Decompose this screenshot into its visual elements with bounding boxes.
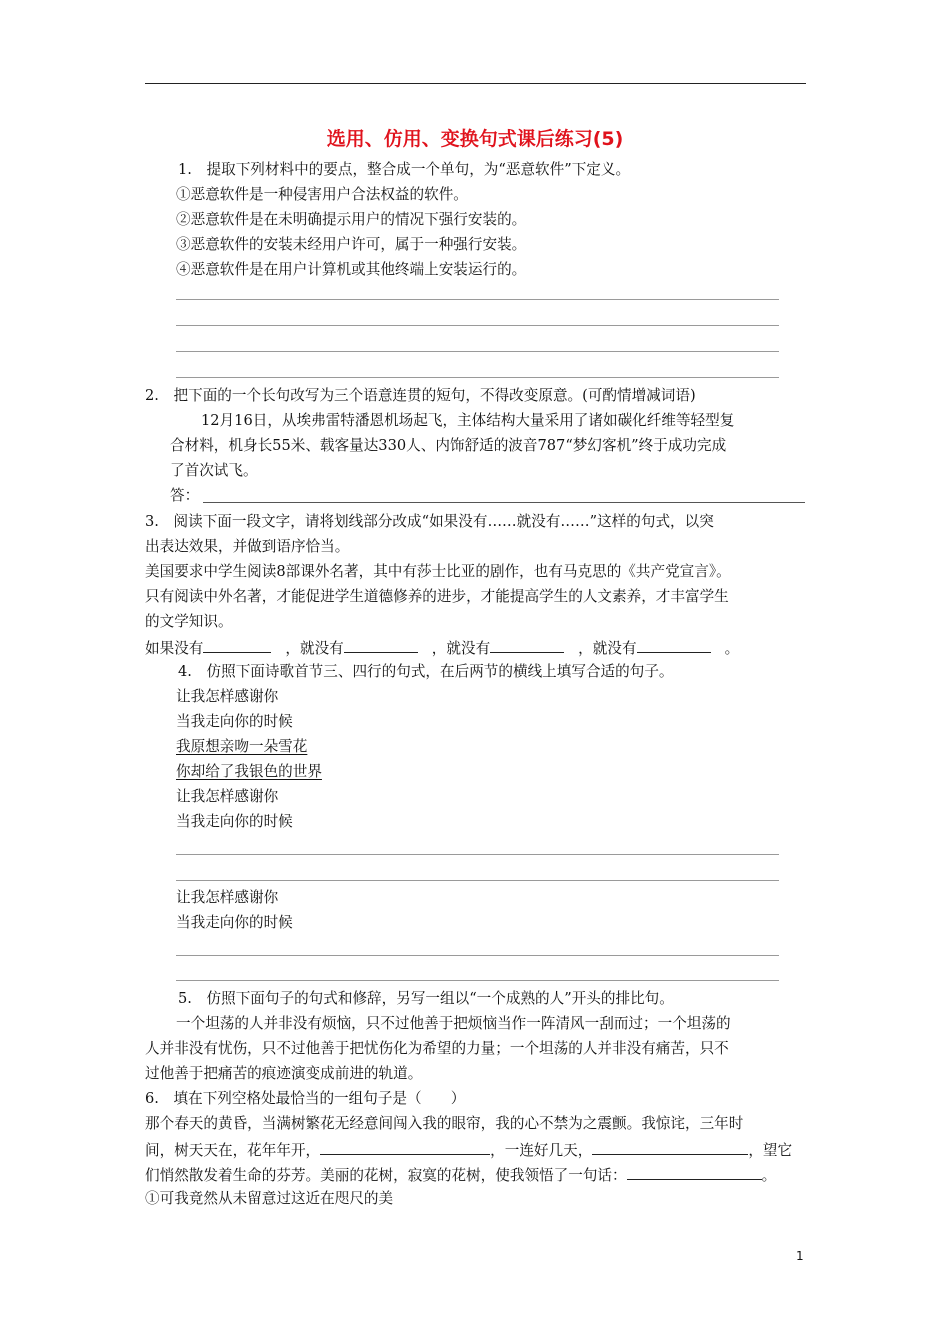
fill-text: ，就没有 [285, 640, 344, 657]
answer-line[interactable] [176, 955, 779, 956]
poem-line: 让我怎样感谢你 [176, 889, 279, 906]
fill-text: 们悄然散发着生命的芬芳。美丽的花树，寂寞的花树，使我领悟了一句话： [145, 1167, 627, 1184]
q1-stem: 1. 提取下列材料中的要点，整合成一个单句，为“恶意软件”下定义。 [178, 161, 631, 178]
fill-text: ，一连好几天， [490, 1142, 593, 1159]
q6-passage-line: 那个春天的黄昏，当满树繁花无经意间闯入我的眼帘，我的心不禁为之震颤。我惊诧，三年时 [145, 1115, 744, 1132]
q2-answer-line[interactable] [203, 502, 805, 503]
poem-line-underlined: 你却给了我银色的世界 [176, 763, 322, 780]
fill-blank[interactable] [344, 637, 418, 653]
q3-fill-line [145, 637, 739, 659]
fill-blank[interactable] [592, 1139, 748, 1155]
fill-text: 。 [761, 1167, 777, 1184]
q1-item: ④恶意软件是在用户计算机或其他终端上安装运行的。 [176, 261, 527, 278]
q3-passage-line: 美国要求中学生阅读8部课外名著，其中有莎士比亚的剧作，也有马克思的《共产党宣言》。 [145, 563, 731, 580]
page-title: 选用、仿用、变换句式课后练习(5) [326, 128, 624, 150]
answer-line[interactable] [176, 299, 779, 300]
q3-passage-line: 只有阅读中外名著，才能促进学生道德修养的进步，才能提高学生的人文素养，才丰富学生 [145, 588, 729, 605]
answer-line[interactable] [176, 854, 779, 855]
q2-answer-label: 答： [170, 487, 200, 504]
fill-blank[interactable] [627, 1164, 762, 1180]
q2-passage-line: 合材料，机身长55米、载客量达330人、内饰舒适的波音787“梦幻客机”终于成功完成 [170, 437, 727, 454]
q5-passage-line: 过他善于把痛苦的痕迹演变成前进的轨道。 [145, 1065, 423, 1082]
fill-text: ，就没有 [431, 640, 491, 657]
q1-item: ②恶意软件是在未明确提示用户的情况下强行安装的。 [176, 211, 527, 228]
header-rule [145, 83, 806, 84]
q5-passage-line: 人并非没有忧伤，只不过他善于把忧伤化为希望的力量；一个坦荡的人并非没有痛苦，只不 [145, 1040, 729, 1057]
q6-option: ①可我竟然从未留意过这近在咫尺的美 [145, 1190, 394, 1207]
q3-stem-line: 出表达效果，并做到语序恰当。 [145, 538, 350, 555]
q2-stem: 2. 把下面的一个长句改写为三个语意连贯的短句，不得改变原意。(可酌情增减词语) [145, 387, 696, 404]
q2-passage-line: 了首次试飞。 [170, 462, 258, 479]
poem-line: 当我走向你的时候 [176, 713, 293, 730]
fill-text: ，就没有 [578, 640, 637, 657]
q3-passage-line: 的文学知识。 [145, 613, 233, 630]
poem-line: 让我怎样感谢你 [176, 788, 279, 805]
fill-blank[interactable] [490, 637, 564, 653]
poem-line: 当我走向你的时候 [176, 813, 293, 830]
answer-line[interactable] [176, 880, 779, 881]
q6-passage-line [145, 1164, 776, 1186]
answer-line[interactable] [176, 351, 779, 352]
q5-stem: 5. 仿照下面句子的句式和修辞，另写一组以“一个成熟的人”开头的排比句。 [178, 990, 674, 1007]
fill-text: 如果没有 [145, 640, 204, 657]
answer-line[interactable] [176, 377, 779, 378]
q5-passage-line: 一个坦荡的人并非没有烦恼，只不过他善于把烦恼当作一阵清风一刮而过；一个坦荡的 [176, 1015, 731, 1032]
q3-stem-line: 3. 阅读下面一段文字，请将划线部分改成“如果没有……就没有……”这样的句式，以突 [145, 513, 714, 530]
answer-line[interactable] [176, 980, 779, 981]
answer-line[interactable] [176, 325, 779, 326]
poem-line: 当我走向你的时候 [176, 914, 293, 931]
q1-item: ③恶意软件的安装未经用户许可，属于一种强行安装。 [176, 236, 527, 253]
poem-line-underlined: 我原想亲吻一朵雪花 [176, 738, 308, 755]
q4-stem: 4. 仿照下面诗歌首节三、四行的句式，在后两节的横线上填写合适的句子。 [178, 663, 674, 680]
poem-line: 让我怎样感谢你 [176, 688, 279, 705]
fill-blank[interactable] [637, 637, 711, 653]
q1-item: ①恶意软件是一种侵害用户合法权益的软件。 [176, 186, 468, 203]
fill-blank[interactable] [320, 1139, 490, 1155]
fill-text: 。 [724, 640, 740, 657]
fill-text: ，望它 [748, 1142, 793, 1159]
fill-text: 间，树天天在，花年年开， [145, 1142, 321, 1159]
q6-passage-line [145, 1139, 792, 1161]
q6-stem: 6. 填在下列空格处最恰当的一组句子是（ ） [145, 1090, 466, 1107]
q2-passage-line: 12月16日，从埃弗雷特潘恩机场起飞，主体结构大量采用了诸如碳化纤维等轻型复 [201, 412, 735, 429]
fill-blank[interactable] [203, 637, 271, 653]
page-number: 1 [796, 1249, 804, 1263]
